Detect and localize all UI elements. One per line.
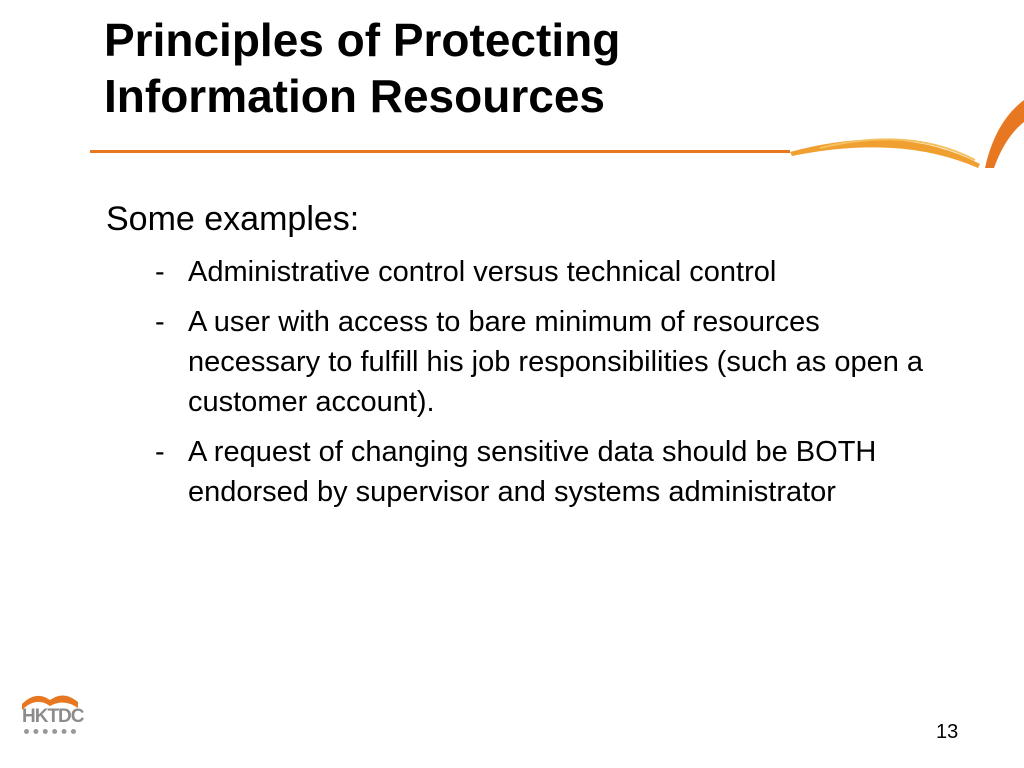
title-line-2: Information Resources	[104, 70, 605, 122]
bullet-marker: -	[155, 436, 165, 468]
bullet-text: Administrative control versus technical control	[188, 256, 777, 288]
hktdc-logo	[20, 690, 84, 740]
logo-text: HKTDC	[22, 706, 84, 727]
title-divider	[90, 150, 790, 153]
title-line-1: Principles of Protecting	[104, 14, 621, 66]
list-item	[150, 252, 960, 292]
list-item	[150, 432, 960, 512]
bullet-marker: -	[155, 306, 165, 338]
bullet-text: A request of changing sensitive data should be BOTH endorsed by supervisor and systems administrator	[188, 436, 877, 508]
bullet-marker: -	[155, 256, 165, 288]
intro-text: Some examples:	[106, 200, 360, 238]
slide-title	[104, 12, 620, 124]
bullet-list	[150, 252, 960, 522]
page-number: 13	[936, 721, 959, 743]
bullet-text: A user with access to bare minimum of resources necessary to fulfill his job responsibilities (such as open a customer account).	[188, 306, 924, 418]
logo-chinese-characters-icon	[24, 729, 76, 742]
list-item	[150, 302, 960, 422]
swoosh-decoration-icon	[780, 82, 1024, 172]
